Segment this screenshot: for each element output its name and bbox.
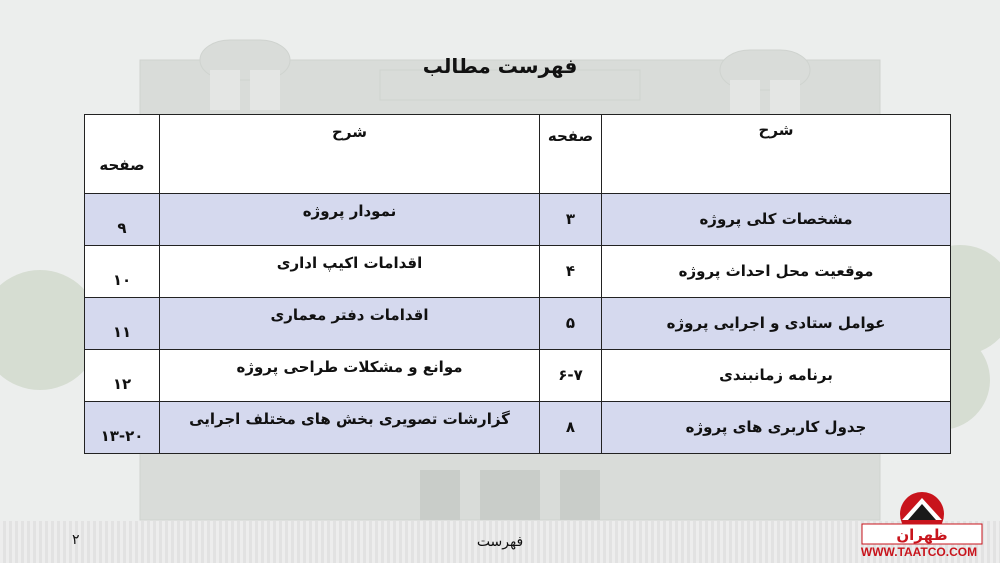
page-number-cell: ۵ — [540, 297, 602, 349]
table-header-row — [85, 115, 951, 194]
description-cell: برنامه زمانبندی — [602, 349, 951, 401]
page-number-cell: ۴ — [540, 245, 602, 297]
page-number-cell: ۱۱ — [85, 297, 160, 349]
page-number: ۲ — [72, 532, 80, 548]
page-number-cell: ۹ — [85, 193, 160, 245]
description-cell: نمودار پروژه — [160, 193, 540, 245]
header-page-left: صفحه — [85, 115, 160, 194]
table-row — [85, 349, 951, 401]
page-number-cell: ۳ — [540, 193, 602, 245]
header-desc-left: شرح — [160, 115, 540, 194]
contents-table — [84, 114, 951, 454]
description-cell: اقدامات دفتر معماری — [160, 297, 540, 349]
header-page-right: صفحه — [540, 115, 602, 194]
table-row — [85, 297, 951, 349]
description-cell: موقعیت محل احداث پروژه — [602, 245, 951, 297]
table-row — [85, 193, 951, 245]
table-row — [85, 401, 951, 453]
footer-label: فهرست — [476, 534, 524, 550]
description-cell: مشخصات کلی پروژه — [602, 193, 951, 245]
page-number-cell: ۱۳-۲۰ — [85, 401, 160, 453]
description-cell: گزارشات تصویری بخش های مختلف اجرایی — [160, 401, 540, 453]
header-desc-right: شرح — [602, 115, 951, 194]
page-number-cell: ۱۲ — [85, 349, 160, 401]
description-cell: عوامل ستادی و اجرایی پروژه — [602, 297, 951, 349]
description-cell: اقدامات اکیپ اداری — [160, 245, 540, 297]
table-row — [85, 245, 951, 297]
logo-brand-text: ظهران — [896, 526, 948, 544]
description-cell: جدول کاربری های پروژه — [602, 401, 951, 453]
page-title: فهرست مطالب — [422, 54, 578, 78]
page-number-cell: ۸ — [540, 401, 602, 453]
website-url: WWW.TAATCO.COM — [860, 545, 978, 559]
page-number-cell: ۶-۷ — [540, 349, 602, 401]
description-cell: موانع و مشکلات طراحی پروژه — [160, 349, 540, 401]
page-number-cell: ۱۰ — [85, 245, 160, 297]
